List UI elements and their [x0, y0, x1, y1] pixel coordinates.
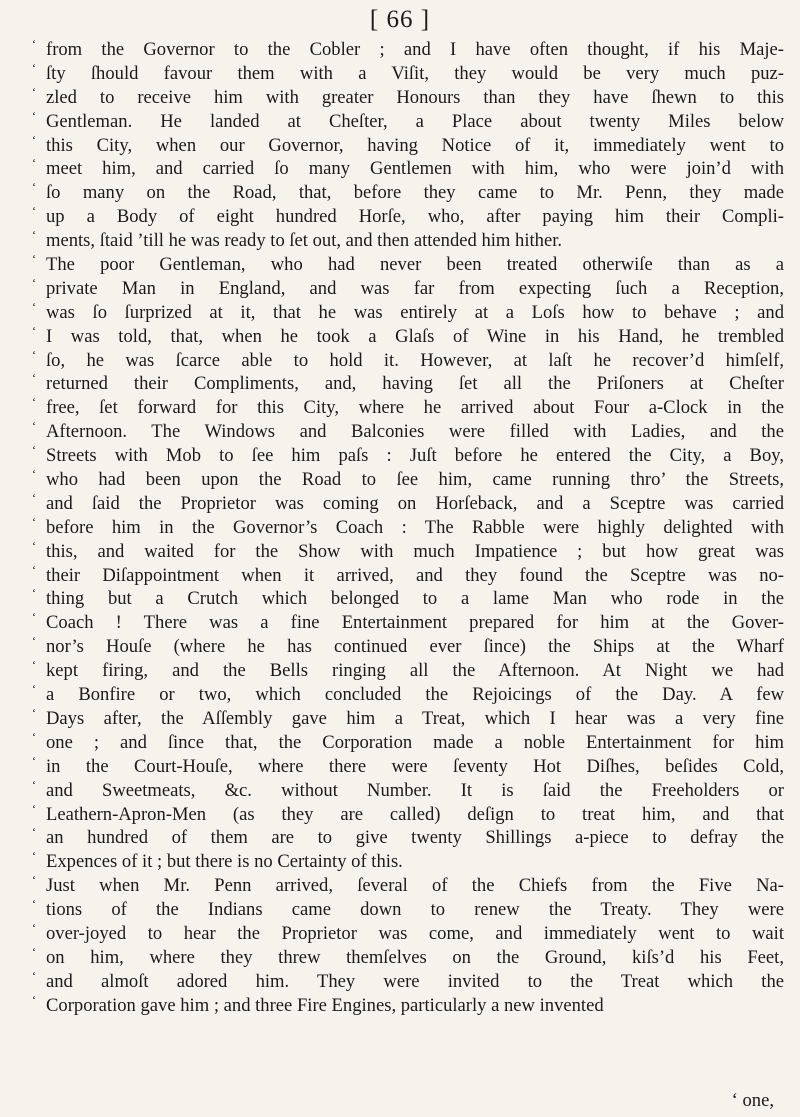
- text-line: [22, 444, 784, 468]
- line-text: zled to receive him with greater Honours than they have ſhewn to this: [46, 86, 784, 108]
- line-text: and almoſt adored him. They were invited to the Treat which the: [46, 970, 784, 992]
- quotation-mark: ‘: [32, 729, 36, 744]
- line-text: kept firing, and the Bells ringing all the Afternoon. At Night we had: [46, 660, 784, 682]
- quotation-mark: ‘: [32, 204, 36, 219]
- quotation-mark: ‘: [32, 586, 36, 601]
- text-line: [22, 301, 784, 325]
- line-text: before him in the Governor’s Coach : The Rabble were highly delighted with: [46, 516, 784, 538]
- text-line: [22, 277, 784, 301]
- text-line: [22, 420, 784, 444]
- quotation-mark: ‘: [32, 920, 36, 935]
- text-line: [22, 826, 784, 850]
- line-text: returned their Compliments, and, having ſet all the Priſoners at Cheſter: [46, 373, 784, 395]
- text-line: [22, 253, 784, 277]
- line-text: one ; and ſince that, the Corporation made a noble Entertainment for him: [46, 731, 784, 753]
- text-line: [22, 611, 784, 635]
- text-line: [22, 659, 784, 683]
- text-line: [22, 755, 784, 779]
- text-line: [22, 994, 784, 1018]
- quotation-mark: ‘: [32, 562, 36, 577]
- text-line: [22, 38, 784, 62]
- text-line: [22, 970, 784, 994]
- quotation-mark: ‘: [32, 753, 36, 768]
- line-text: Just when Mr. Penn arrived, ſeveral of the Chiefs from the Five Na-: [46, 875, 784, 897]
- quotation-mark: ‘: [32, 777, 36, 792]
- line-text: their Diſappointment when it arrived, and they found the Sceptre was no-: [46, 564, 784, 586]
- line-text: over-joyed to hear the Proprietor was come, and immediately went to wait: [46, 922, 784, 944]
- line-text: Expences of it ; but there is no Certainty of this.: [46, 851, 403, 873]
- line-text: tions of the Indians came down to renew the Treaty. They were: [46, 899, 784, 921]
- quotation-mark: ‘: [32, 37, 36, 51]
- line-text: meet him, and carried ſo many Gentlemen with him, who were join’d with: [46, 158, 784, 180]
- line-text: ſty ſhould favour them with a Viſit, they would be very much puz-: [46, 62, 784, 84]
- text-line: [22, 468, 784, 492]
- text-line: [22, 110, 784, 134]
- text-line: [22, 134, 784, 158]
- text-line: [22, 731, 784, 755]
- text-line: [22, 62, 784, 86]
- line-text: in the Court-Houſe, where there were ſeventy Hot Diſhes, beſides Cold,: [46, 755, 784, 777]
- quotation-mark: ‘: [32, 132, 36, 147]
- text-line: [22, 946, 784, 970]
- quotation-mark: ‘: [32, 108, 36, 123]
- line-text: thing but a Crutch which belonged to a lame Man who rode in the: [46, 588, 784, 610]
- text-line: [22, 181, 784, 205]
- page-number: [ 66 ]: [369, 6, 431, 33]
- text-line: [22, 205, 784, 229]
- line-text: Days after, the Aſſembly gave him a Treat, which I hear was a very fine: [46, 707, 784, 729]
- text-line: [22, 229, 784, 253]
- line-text: this City, when our Governor, having Notice of it, immediately went to: [46, 134, 784, 156]
- text-line: [22, 850, 784, 874]
- quotation-mark: ‘: [32, 443, 36, 458]
- quotation-mark: ‘: [32, 467, 36, 482]
- line-text: Coach ! There was a fine Entertainment prepared for him at the Gover-: [46, 612, 784, 634]
- quotation-mark: ‘: [32, 275, 36, 290]
- text-line: [22, 898, 784, 922]
- quotation-mark: ‘: [32, 347, 36, 362]
- text-line: [22, 564, 784, 588]
- quotation-mark: ‘: [32, 944, 36, 959]
- text-line: [22, 157, 784, 181]
- quotation-mark: ‘: [32, 682, 36, 697]
- line-text: up a Body of eight hundred Horſe, who, after paying him their Compli-: [46, 206, 784, 228]
- line-text: nor’s Houſe (where he has continued ever ſince) the Ships at the Wharf: [46, 636, 784, 658]
- quotation-mark: ‘: [32, 323, 36, 338]
- quotation-mark: ‘: [32, 180, 36, 195]
- line-text: from the Governor to the Cobler ; and I have often thought, if his Maje-: [46, 39, 784, 60]
- quotation-mark: ‘: [32, 801, 36, 816]
- quotation-mark: ‘: [32, 968, 36, 983]
- text-line: [22, 396, 784, 420]
- line-text: who had been upon the Road to ſee him, came running thro’ the Streets,: [46, 469, 784, 491]
- text-line: [22, 922, 784, 946]
- quotation-mark: ‘: [32, 395, 36, 410]
- text-line: [22, 86, 784, 110]
- text-line: [22, 683, 784, 707]
- quotation-mark: ‘: [32, 84, 36, 99]
- line-text: The poor Gentleman, who had never been treated otherwiſe than as a: [46, 254, 784, 276]
- line-text: was ſo ſurprized at it, that he was entirely at a Loſs how to behave ; and: [46, 301, 784, 323]
- quotation-mark: ‘: [32, 514, 36, 529]
- line-text: an hundred of them are to give twenty Shillings a-piece to defray the: [46, 827, 784, 849]
- line-text: Afternoon. The Windows and Balconies were filled with Ladies, and the: [46, 421, 784, 443]
- line-text: ſo, he was ſcarce able to hold it. However, at laſt he recover’d himſelf,: [46, 349, 784, 371]
- text-line: [22, 516, 784, 540]
- quotation-mark: ‘: [32, 252, 36, 267]
- text-line: [22, 372, 784, 396]
- text-line: [22, 349, 784, 373]
- quotation-mark: ‘: [32, 60, 36, 75]
- text-line: [22, 492, 784, 516]
- line-text: I was told, that, when he took a Glaſs of Wine in his Hand, he trembled: [46, 325, 784, 347]
- text-line: [22, 540, 784, 564]
- quotation-mark: ‘: [32, 228, 36, 243]
- line-text: free, ſet forward for this City, where he arrived about Four a-Clock in the: [46, 397, 784, 419]
- quotation-mark: ‘: [32, 371, 36, 386]
- line-text: on him, where they threw themſelves on the Ground, kiſs’d his Feet,: [46, 946, 784, 968]
- line-text: ſo many on the Road, that, before they came to Mr. Penn, they made: [46, 182, 784, 204]
- body-text: [22, 38, 784, 1018]
- text-line: [22, 635, 784, 659]
- text-line: [22, 803, 784, 827]
- line-text: this, and waited for the Show with much Impatience ; but how great was: [46, 540, 784, 562]
- line-text: private Man in England, and was far from expecting ſuch a Reception,: [46, 277, 784, 299]
- quotation-mark: ‘: [32, 897, 36, 912]
- text-line: [22, 325, 784, 349]
- quotation-mark: ‘: [32, 156, 36, 171]
- line-text: and Sweetmeats, &c. without Number. It is ſaid the Freeholders or: [46, 779, 784, 801]
- catchword: ‘ one,: [731, 1090, 774, 1111]
- quotation-mark: ‘: [32, 419, 36, 434]
- quotation-mark: ‘: [32, 658, 36, 673]
- quotation-mark: ‘: [32, 849, 36, 864]
- quotation-mark: ‘: [32, 538, 36, 553]
- quotation-mark: ‘: [32, 299, 36, 314]
- quotation-mark: ‘: [32, 825, 36, 840]
- line-text: and ſaid the Proprietor was coming on Horſeback, and a Sceptre was carried: [46, 492, 784, 514]
- line-text: Gentleman. He landed at Cheſter, a Place about twenty Miles below: [46, 110, 784, 132]
- quotation-mark: ‘: [32, 634, 36, 649]
- line-text: ments, ſtaid ’till he was ready to ſet out, and then attended him hither.: [46, 230, 563, 252]
- line-text: Streets with Mob to ſee him paſs : Juſt before he entered the City, a Boy,: [46, 445, 784, 467]
- quotation-mark: ‘: [32, 705, 36, 720]
- line-text: Corporation gave him ; and three Fire Engines, particularly a new invented: [46, 994, 604, 1016]
- quotation-mark: ‘: [32, 490, 36, 505]
- text-line: [22, 779, 784, 803]
- text-line: [22, 874, 784, 898]
- line-text: Leathern-Apron-Men (as they are called) deſign to treat him, and that: [46, 803, 784, 825]
- quotation-mark: ‘: [32, 992, 36, 1007]
- text-line: [22, 707, 784, 731]
- text-line: [22, 587, 784, 611]
- quotation-mark: ‘: [32, 610, 36, 625]
- quotation-mark: ‘: [32, 873, 36, 888]
- line-text: a Bonfire or two, which concluded the Rejoicings of the Day. A few: [46, 684, 784, 706]
